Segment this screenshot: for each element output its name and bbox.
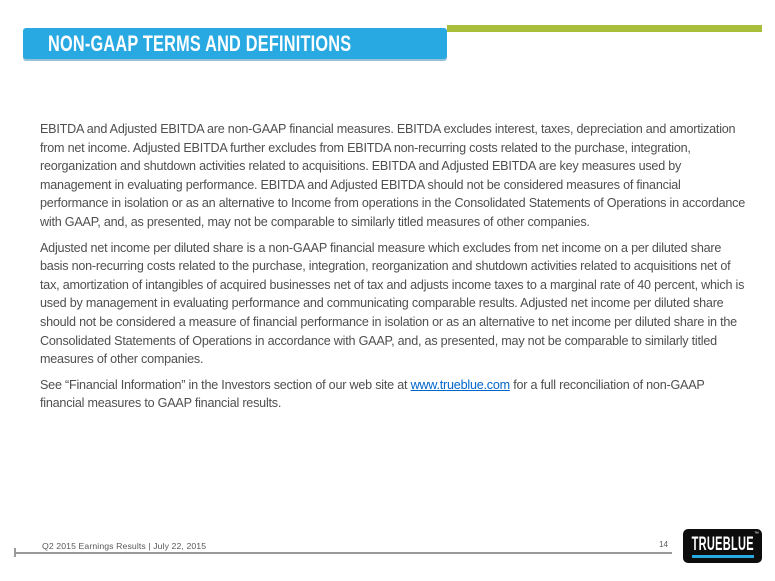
footer-divider-line bbox=[14, 552, 672, 554]
trademark-symbol: ™ bbox=[754, 531, 759, 537]
paragraph-ebitda-definition: EBITDA and Adjusted EBITDA are non-GAAP financial measures. EBITDA excludes interest, taxes, depreciation and amortization from net income. Adjusted EBITDA further excludes from EBITDA non-recurring costs related to the purchase, integration, reorganization and shutdown activities related to acquisitions. EBITDA and Adjusted EBITDA are key measures used by management in evaluating performance. EBITDA and Adjusted EBITDA should not be considered measures of financial performance in isolation or as an alternative to Income from operations in the Consolidated Statements of Operations in accordance with GAAP, and, as presented, may not be comparable to similarly titled measures of other companies. bbox=[40, 122, 746, 229]
footer-divider-end-tick bbox=[14, 548, 16, 557]
trueblue-website-link[interactable]: www.trueblue.com bbox=[410, 377, 510, 392]
footer-presentation-info: Q2 2015 Earnings Results | July 22, 2015 bbox=[42, 541, 207, 551]
paragraph3-text-before-link: See “Financial Information” in the Investors section of our web site at bbox=[40, 377, 411, 392]
green-accent-bar bbox=[447, 25, 762, 32]
paragraph-adjusted-net-income-definition: Adjusted net income per diluted share is a non-GAAP financial measure which excludes from net income on a per diluted share basis non-recurring costs related to the purchase, integration, reorganization and shutdown activities related to acquisitions net of tax, amortization of intangibles of acquired businesses net of tax and adjusts income taxes to a marginal rate of 40 percent, which is used by management in evaluating performance and communicating comparable results. Adjusted net income per diluted share should not be considered a measure of financial performance in isolation or as an alternative to net income per diluted share in the Consolidated Statements of Operations in accordance with GAAP, and, as presented, may not be comparable to similarly titled measures of other companies. bbox=[40, 240, 745, 367]
trueblue-logo bbox=[683, 529, 762, 563]
page-number: 14 bbox=[659, 540, 668, 549]
trueblue-logo-text: TRUEBLUE bbox=[691, 534, 754, 555]
paragraph3-text-after-link: for a full reconciliation of non-GAAP financial measures to GAAP financial results. bbox=[40, 377, 705, 411]
body-text-block bbox=[40, 120, 746, 413]
paragraph-financial-information bbox=[40, 376, 746, 413]
page-title: NON-GAAP TERMS AND DEFINITIONS bbox=[48, 30, 352, 56]
trueblue-logo-underline bbox=[692, 555, 754, 558]
title-banner bbox=[23, 28, 447, 59]
